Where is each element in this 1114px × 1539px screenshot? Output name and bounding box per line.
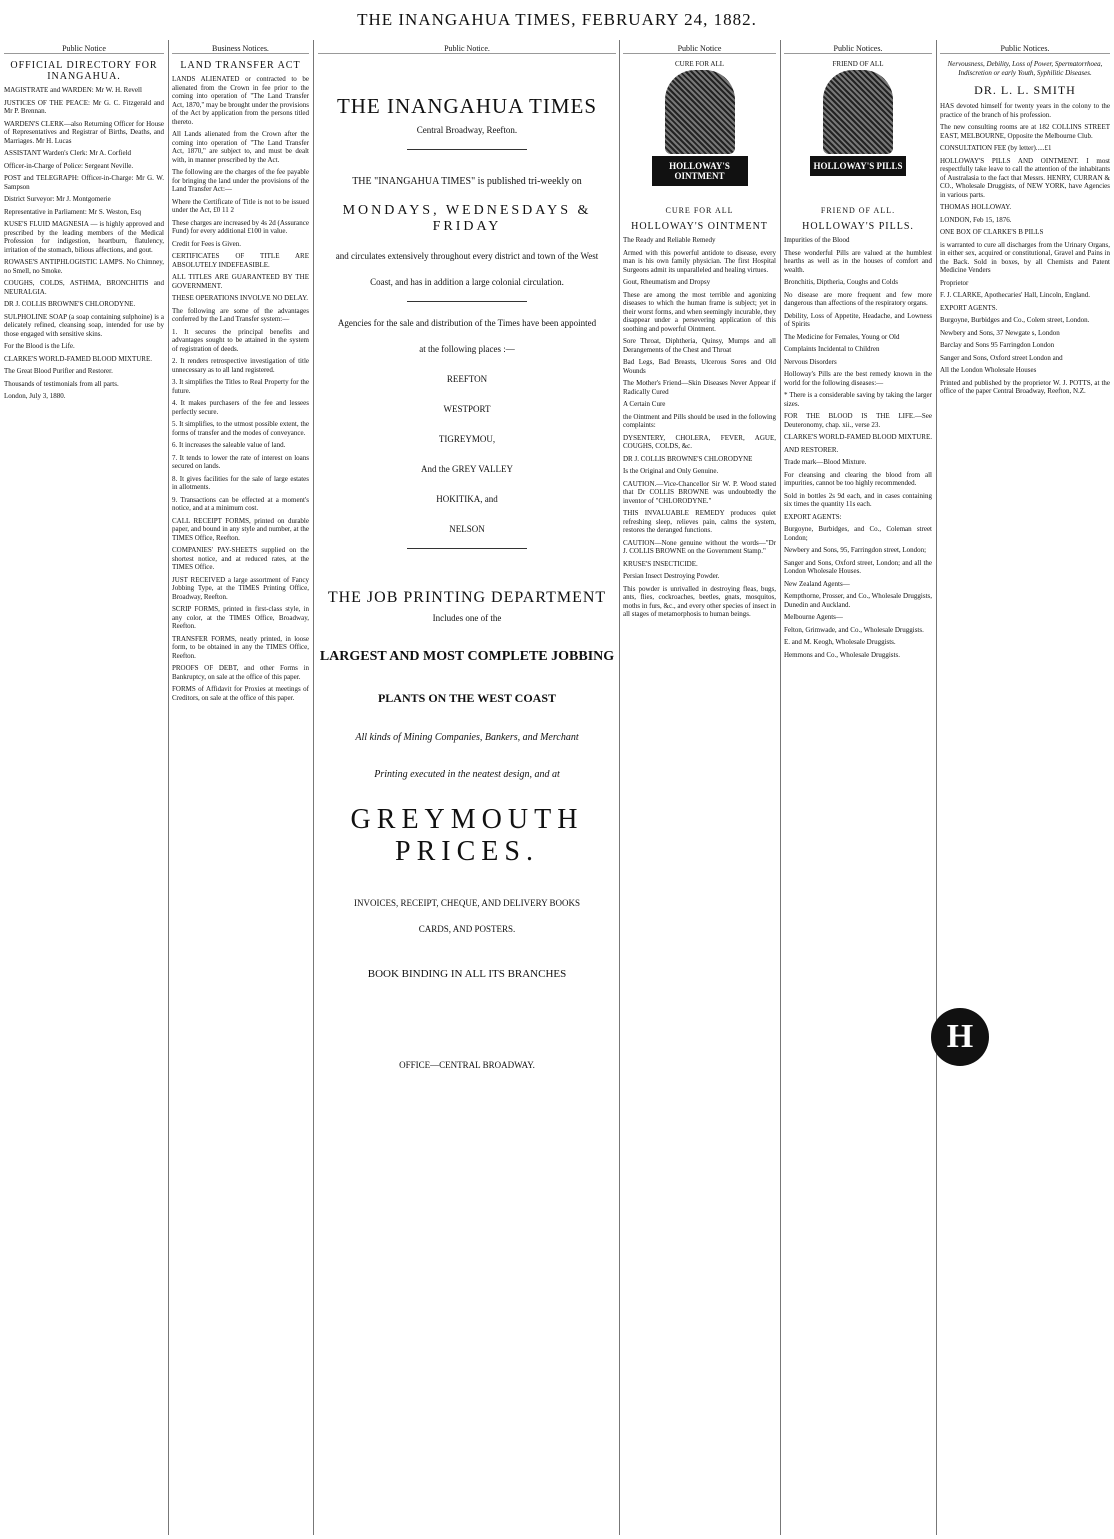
paragraph: CONSULTATION FEE (by letter).....£1 <box>940 144 1052 152</box>
logo-arch-text: CURE FOR ALL <box>674 60 724 68</box>
paragraph: The Great Blood Purifier and Restorer. <box>4 367 113 375</box>
paragraph: THIS INVALUABLE REMEDY produces quiet refreshing sleep, relieves pain, calms the system, restores the deranged functions. <box>623 509 776 534</box>
paragraph: CAUTION.—Vice-Chancellor Sir W. P. Wood stated that Dr COLLIS BROWNE was undoubtedly the inventor of "CHLORODYNE." <box>623 479 776 505</box>
paragraph: ASSISTANT Warden's Clerk: Mr A. Corfield <box>4 149 132 157</box>
paragraph: 5. It simplifies, to the utmost possible extent, the forms of transfer and the modes of conveyance. <box>172 420 309 437</box>
paragraph: LONDON, Feb 15, 1876. <box>940 215 1012 224</box>
paragraph: 2. It renders retrospective investigation of title unnecessary as to all land registered. <box>172 357 309 374</box>
coast-line: Coast, and has in addition a large colonial circulation. <box>370 277 564 287</box>
paragraph: Bad Legs, Bad Breasts, Ulcerous Sores and Old Wounds <box>623 358 776 375</box>
column-4-text <box>623 236 776 619</box>
paragraph: POST and TELEGRAPH: Officer-in-Charge: Mr G. W. Sampson <box>4 174 164 191</box>
office-line: OFFICE—CENTRAL BROADWAY. <box>399 1060 535 1070</box>
paragraph: Bronchitis, Diptheria, Coughs and Colds <box>784 278 898 286</box>
column-1 <box>4 44 164 1534</box>
column-rule <box>168 40 169 1535</box>
logo-figure-icon <box>665 70 735 154</box>
paragraph: the Ointment and Pills should be used in the following complaints: <box>623 412 776 429</box>
paragraph: The following are some of the advantages conferred by the Land Transfer system:— <box>172 306 309 323</box>
column-header: Public Notice <box>623 44 776 54</box>
paragraph: Persian Insect Destroying Powder. <box>623 572 720 580</box>
divider <box>407 301 527 302</box>
paragraph: Sold in bottles 2s 9d each, and in cases containing six times the quantity 11s each. <box>784 491 932 508</box>
holloways-ointment-logo <box>652 60 748 200</box>
includes-line: Includes one of the <box>432 613 502 623</box>
paragraph: HAS devoted himself for twenty years in the colony to the practice of the branch of his profession. <box>940 102 1110 119</box>
column-3 <box>318 44 616 1534</box>
paragraph: Barclay and Sons 95 Farringdon London <box>940 341 1055 349</box>
column-1-text <box>4 86 164 401</box>
column-header: Public Notice. <box>318 44 616 54</box>
place-item: NELSON <box>449 524 485 534</box>
paragraph: These are among the most terrible and agonizing diseases to which the human frame is subject; yet in their worst forms, and when seemingly incurable, they disappear under a persevering application of this soothing and powerful Ointment. <box>623 290 776 333</box>
logo-figure-icon <box>823 70 893 154</box>
paragraph: 1. It secures the principal benefits and advantages sought to be attained in the system of registration of deeds. <box>172 327 309 353</box>
paragraph: COMPANIES' PAY-SHEETS supplied on the shortest notice, and at reduced rates, at the TIMES Office. <box>172 546 309 571</box>
paragraph: HOLLOWAY'S PILLS AND OINTMENT. I most respectfully take leave to call the attention of the inhabitants of Australasia to the fact that Messrs. HENRY, CURRAN & CO., Wholesale Druggists, of NEW YORK, have Agencies in various parts. <box>940 156 1110 199</box>
paragraph: Sanger and Sons, Oxford street, London; and all the London Wholesale Houses. <box>784 558 932 575</box>
paragraph: No disease are more frequent and few more dangerous than affections of the respiratory organs. <box>784 290 932 307</box>
paragraph: These wonderful Pills are valued at the humblest hearths as well as in the houses of comfort and wealth. <box>784 248 932 274</box>
paragraph: Printed and published by the proprietor W. J. POTTS, at the office of the paper Central Broadway, Reefton, N.Z. <box>940 378 1110 395</box>
paragraph: Officer-in-Charge of Police: Sergeant Neville. <box>4 161 134 170</box>
paragraph: LANDS ALIENATED or contracted to be alienated from the Crown in fee prior to the coming into operation of "The Land Transfer Act, 1870," may be brought under the provisions of the Act by application from the persons titled thereto. <box>172 75 309 126</box>
paragraph: TRANSFER FORMS, neatly printed, in loose form, to be obtained in any the TIMES Office, Reefton. <box>172 634 309 660</box>
paragraph: * There is a considerable saving by taking the larger sizes. <box>784 391 932 408</box>
paragraph: CLARKE'S WORLD-FAMED BLOOD MIXTURE. <box>4 354 153 363</box>
paragraph: E. and M. Keogh, Wholesale Druggists. <box>784 638 896 646</box>
land-transfer-title: LAND TRANSFER ACT <box>180 60 301 71</box>
paragraph: JUST RECEIVED a large assortment of Fancy Jobbing Type, at the TIMES Printing Office, Broadway, Reefton. <box>172 575 309 601</box>
paragraph: FORMS of Affidavit for Proxies at meetings of Creditors, on sale at the office of this paper. <box>172 685 309 702</box>
paragraph: PROOFS OF DEBT, and other Forms in Bankruptcy, on sale at the office of this paper. <box>172 664 309 681</box>
paragraph: ONE BOX OF CLARKE'S B PILLS <box>940 228 1044 236</box>
masthead: THE INANGAHUA TIMES, FEBRUARY 24, 1882. <box>357 10 757 29</box>
job-dept-heading: THE JOB PRINTING DEPARTMENT <box>327 589 607 606</box>
paragraph: 6. It increases the saleable value of land. <box>172 441 286 449</box>
paragraph: JUSTICES OF THE PEACE: Mr G. C. Fitzgerald and Mr P. Brennan. <box>4 98 164 115</box>
paragraph: The Mother's Friend—Skin Diseases Never Appear if Radically Cured <box>623 379 776 396</box>
column-5 <box>784 44 932 1534</box>
paragraph: THOMAS HOLLOWAY. <box>940 203 1012 211</box>
paragraph: SULPHOLINE SOAP (a soap containing sulphoine) is a delicately refined, cleansing soap, intended for use by those engaged with sensitive skins. <box>4 312 164 338</box>
paragraph: is warranted to cure all discharges from the Urinary Organs, in either sex, acquired or constitutional, Gravel and Pains in the Back. Sold in boxes, by all Chemists and Patent Medicine Venders <box>940 240 1110 274</box>
place-item: REEFTON <box>446 374 488 384</box>
paragraph: For cleansing and clearing the blood from all impurities, cannot be too highly recommended. <box>784 470 932 487</box>
h-trademark-icon: H <box>931 1008 989 1066</box>
holloways-pills-logo <box>810 60 906 200</box>
paragraph: The Medicine for Females, Young or Old <box>784 332 900 341</box>
paragraph: Is the Original and Only Genuine. <box>623 467 719 475</box>
column-header: Public Notices. <box>784 44 932 54</box>
divider <box>407 548 527 549</box>
largest-line: LARGEST AND MOST COMPLETE JOBBING <box>319 649 615 664</box>
directory-title: OFFICIAL DIRECTORY FOR INANGAHUA. <box>10 60 158 82</box>
paragraph: THESE OPERATIONS INVOLVE NO DELAY. <box>172 294 309 302</box>
paragraph: DR J. COLLIS BROWNE'S CHLORODYNE. <box>4 300 136 308</box>
paragraph: AND RESTORER. <box>784 445 839 454</box>
paragraph: KRUSE'S INSECTICIDE. <box>623 559 698 568</box>
paragraph: Holloway's Pills are the best remedy known in the world for the following diseases:— <box>784 370 932 387</box>
paragraph: District Surveyor: Mr J. Montgomerie <box>4 195 111 203</box>
paragraph: Complaints Incidental to Children <box>784 345 880 353</box>
paragraph: WARDEN'S CLERK—also Returning Officer for House of Representatives and Registrar of Births, Deaths, and Marriages. Mr H. Lucas <box>4 119 164 145</box>
agencies-line: Agencies for the sale and distribution of the Times have been appointed <box>337 318 597 328</box>
paragraph: For the Blood is the Life. <box>4 342 75 350</box>
column-2 <box>172 44 309 1534</box>
paragraph: Credit for Fees is Given. <box>172 239 242 248</box>
column-6 <box>940 44 1110 1534</box>
paragraph: Armed with this powerful antidote to disease, every man is his own family physician. The first Hospital Surgeons admit its unparalleled and healing virtues. <box>623 248 776 274</box>
paragraph: MAGISTRATE and WARDEN: Mr W. H. Revell <box>4 86 142 94</box>
paragraph: Proprietor <box>940 278 969 287</box>
paragraph: Representative in Parliament: Mr S. Weston, Esq <box>4 207 141 216</box>
column-4 <box>623 44 776 1534</box>
smith-intro: Nervousness, Debility, Loss of Power, Spermatorrhoea, Indiscretion or early Youth, Syphilitic Diseases. <box>947 60 1103 77</box>
smith-name: DR. L. L. SMITH <box>974 83 1076 97</box>
paragraph: Nervous Disorders <box>784 357 837 366</box>
paragraph: Newbery and Sons, 37 Newgate s, London <box>940 328 1060 337</box>
paragraph: CAUTION—None genuine without the words—"Dr J. COLLIS BROWNE on the Government Stamp." <box>623 538 776 555</box>
column-header: Business Notices. <box>172 44 309 54</box>
ointment-title: HOLLOWAY'S OINTMENT <box>631 221 768 232</box>
paragraph: Burgoyne, Burbidges, and Co., Coleman street London; <box>784 525 932 542</box>
paragraph: CLARKE'S WORLD-FAMED BLOOD MIXTURE. <box>784 433 932 441</box>
paragraph: 8. It gives facilities for the sale of large estates in allotments. <box>172 474 309 491</box>
column-header: Public Notice <box>4 44 164 54</box>
column-5-text <box>784 236 932 659</box>
prices-line: GREYMOUTH PRICES. <box>350 804 584 867</box>
paragraph: A Certain Cure <box>623 400 666 408</box>
paper-title: THE INANGAHUA TIMES <box>336 94 598 118</box>
paragraph: The following are the charges of the fee payable for bringing the land under the provisions of the Land Transfer Act:— <box>172 168 309 193</box>
days-line: MONDAYS, WEDNESDAYS & FRIDAY <box>342 203 592 234</box>
circulates-line: and circulates extensively throughout every district and town of the West <box>335 251 599 261</box>
paragraph: London, July 3, 1880. <box>4 392 66 400</box>
paragraph: ROWASE'S ANTIPHLOGISTIC LAMPS. No Chimney, no Smell, no Smoke. <box>4 258 164 275</box>
binding-line: BOOK BINDING IN ALL ITS BRANCHES <box>367 968 567 980</box>
column-2-text <box>172 75 309 702</box>
paragraph: DR J. COLLIS BROWNE'S CHLORODYNE <box>623 454 753 463</box>
paragraph: The Ready and Reliable Remedy <box>623 236 716 244</box>
paragraph: EXPORT AGENTS. <box>940 303 998 312</box>
plants-line: PLANTS ON THE WEST COAST <box>377 691 557 705</box>
paragraph: All Lands alienated from the Crown after the coming into operation of "The Land Transfer Act, 1870," are subject to, and must be dealt with, in manner prescribed by the Act. <box>172 130 309 164</box>
places-intro: at the following places :— <box>419 344 515 354</box>
mining-line: All kinds of Mining Companies, Bankers, and Merchant <box>355 732 579 743</box>
paragraph: EXPORT AGENTS: <box>784 512 842 521</box>
cards-line: CARDS, AND POSTERS. <box>418 924 516 934</box>
paragraph: The new consulting rooms are at 182 COLLINS STREET EAST, MELBOURNE, Opposite the Melbourne Club. <box>940 123 1110 140</box>
paragraph: These charges are increased by 4s 2d (Assurance Fund) for every additional £100 in value. <box>172 218 309 235</box>
paragraph: Burgoyne, Burbidges and Co., Colem street, London. <box>940 316 1090 324</box>
paragraph: Felton, Grimwade, and Co., Wholesale Druggists. <box>784 625 924 634</box>
paragraph: Melbourne Agents— <box>784 613 843 621</box>
place-item: WESTPORT <box>443 404 491 414</box>
paragraph: Debility, Loss of Appetite, Headache, and Lowness of Spirits <box>784 311 932 328</box>
paragraph: Newbery and Sons, 95, Farringdon street, London; <box>784 546 927 554</box>
paragraph: DYSENTERY, CHOLERA, FEVER, AGUE, COUGHS, COLDS, &c. <box>623 433 776 450</box>
logo-label: HOLLOWAY'S OINTMENT <box>652 156 748 186</box>
place-item: HOKITIKA, and <box>436 494 498 504</box>
paragraph: Impurities of the Blood <box>784 236 850 244</box>
column-rule <box>619 40 620 1535</box>
paragraph: Kempthorne, Prosser, and Co., Wholesale Druggists, Dunedin and Auckland. <box>784 592 932 609</box>
paragraph: 3. It simplifies the Titles to Real Property for the future. <box>172 378 309 395</box>
logo-arch-text: FRIEND OF ALL <box>832 60 884 68</box>
paragraph: F. J. CLARKE, Apothecaries' Hall, Lincoln, England. <box>940 291 1091 299</box>
paragraph: COUGHS, COLDS, ASTHMA, BRONCHITIS and NEURALGIA. <box>4 279 164 296</box>
paragraph: CERTIFICATES OF TITLE ARE ABSOLUTELY INDEFEASIBLE. <box>172 252 309 269</box>
published-line: THE "INANGAHUA TIMES" is published tri-weekly on <box>352 176 582 187</box>
column-rule <box>936 40 937 1535</box>
paragraph: KUSE'S FLUID MAGNESIA — is highly approved and prescribed by the leading members of the Medical Profession for indigestion, heartburn, flatulency, irritation of the stomach, bilious affections, and gout. <box>4 220 164 254</box>
pills-title: HOLLOWAY'S PILLS. <box>802 221 914 232</box>
paragraph: ALL TITLES ARE GUARANTEED BY THE GOVERNMENT. <box>172 273 309 290</box>
invoices-line: INVOICES, RECEIPT, CHEQUE, AND DELIVERY BOOKS <box>354 898 580 908</box>
paragraph: Hemmons and Co., Wholesale Druggists. <box>784 650 900 659</box>
paragraph: 9. Transactions can be effected at a moment's notice, and at a minimum cost. <box>172 495 309 512</box>
paragraph: FOR THE BLOOD IS THE LIFE.—See Deuteronomy, chap. xii., verse 23. <box>784 412 932 429</box>
paragraph: Thousands of testimonials from all parts. <box>4 379 119 388</box>
printing-line: Printing executed in the neatest design, and at <box>374 769 560 780</box>
cure-line: CURE FOR ALL <box>665 206 734 215</box>
paragraph: Where the Certificate of Title is not to be issued under the Act, £0 11 2 <box>172 197 309 214</box>
column-header: Public Notices. <box>940 44 1110 54</box>
friend-line: FRIEND OF ALL. <box>820 206 896 215</box>
place-item: TIGREYMOU, <box>438 434 496 444</box>
paragraph: 4. It makes purchasers of the fee and lessees perfectly secure. <box>172 399 309 416</box>
paragraph: SCRIP FORMS, printed in first-class style, in any color, at the TIMES Office, Broadway, Reefton. <box>172 605 309 630</box>
column-rule <box>313 40 314 1535</box>
paragraph: CALL RECEIPT FORMS, printed on durable paper, and bound in any style and number, at the TIMES Office, Reefton. <box>172 516 309 542</box>
paragraph: This powder is unrivalled in destroying fleas, bugs, ants, flies, cockroaches, beetles, gnats, mosquitos, moths in furs, &c., and every other species of insect in all stages of metamorphosis to human beings. <box>623 584 776 618</box>
paper-address: Central Broadway, Reefton. <box>416 125 518 135</box>
paragraph: Sore Throat, Diphtheria, Quinsy, Mumps and all Derangements of the Chest and Throat <box>623 337 776 354</box>
paragraph: Gout, Rheumatism and Dropsy <box>623 278 711 286</box>
paragraph: 7. It tends to lower the rate of interest on loans secured on lands. <box>172 453 309 470</box>
column-6-text <box>940 102 1110 396</box>
column-rule <box>780 40 781 1535</box>
divider <box>407 149 527 150</box>
paragraph: Trade mark—Blood Mixture. <box>784 458 867 466</box>
paragraph: All the London Wholesale Houses <box>940 366 1037 374</box>
paragraph: New Zealand Agents— <box>784 579 850 588</box>
paragraph: Sanger and Sons, Oxford street London and <box>940 353 1063 362</box>
logo-label: HOLLOWAY'S PILLS <box>810 156 906 176</box>
place-item: And the GREY VALLEY <box>420 464 514 474</box>
